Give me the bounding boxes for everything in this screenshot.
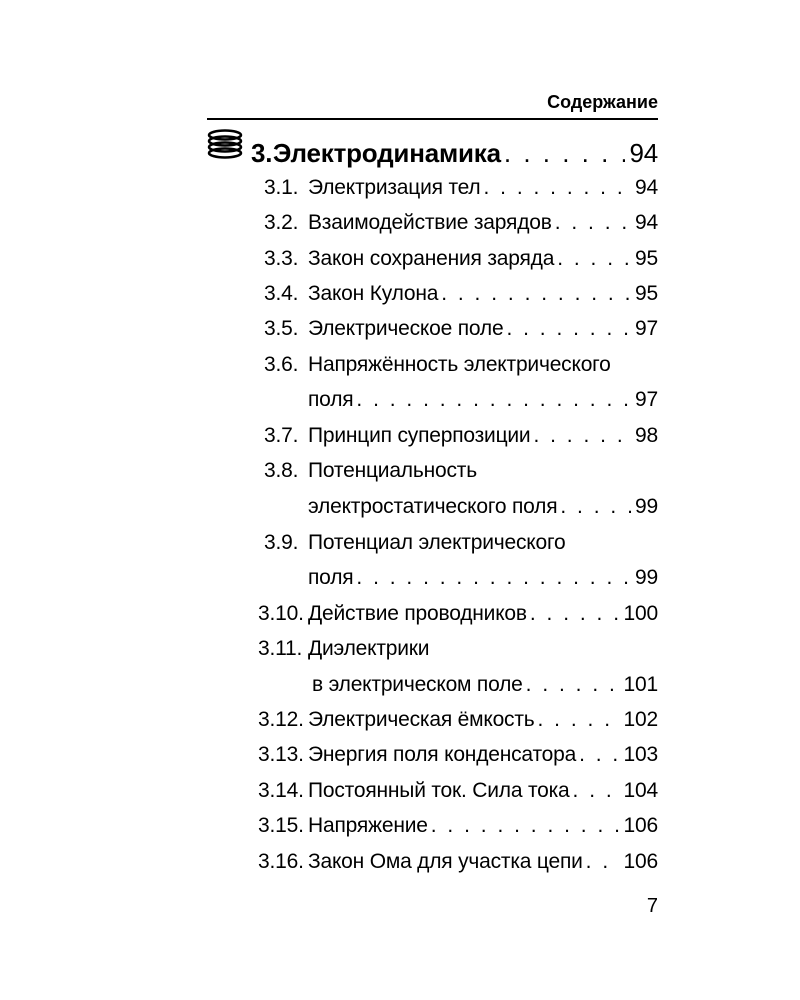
toc-entry[interactable] (258, 777, 658, 805)
page-number: 7 (646, 895, 658, 917)
entry-number: 3.16. (258, 850, 304, 873)
toc-entry[interactable] (264, 174, 658, 202)
dot-leader (526, 671, 620, 699)
header-rule (207, 118, 658, 120)
entry-number: 3.2. (264, 211, 299, 234)
toc-entry[interactable] (258, 635, 658, 663)
dot-leader (555, 209, 631, 237)
toc-entry[interactable] (264, 245, 658, 273)
entry-number: 3.11. (258, 637, 303, 660)
chapter-page: 94 (629, 138, 658, 168)
entry-number: 3.9. (264, 531, 299, 554)
entry-number: 3.4. (264, 282, 299, 305)
toc-entry[interactable] (258, 741, 658, 769)
entry-title: Потенциальность (308, 459, 477, 482)
toc-entry[interactable] (258, 812, 658, 840)
entry-number: 3.8. (264, 459, 299, 482)
entry-page: 102 (623, 708, 658, 731)
entry-number: 3.14. (258, 779, 304, 802)
toc-entry[interactable] (258, 706, 658, 734)
dot-leader (530, 600, 620, 628)
entry-number: 3.10. (258, 602, 304, 625)
entry-page: 94 (635, 211, 658, 234)
toc-entry[interactable] (264, 280, 658, 308)
chapter-title: Электродинамика (272, 138, 501, 168)
entry-page: 95 (635, 247, 658, 270)
entry-number: 3.3. (264, 247, 299, 270)
entry-page: 98 (635, 424, 658, 447)
stacked-rings-icon (206, 128, 244, 160)
entry-page: 104 (623, 779, 658, 802)
entry-title: Электрическое поле (308, 317, 504, 340)
entry-title: Взаимодействие зарядов (308, 211, 552, 234)
entry-title-continuation: поля (308, 388, 354, 411)
entry-title-continuation: электростатического поля (308, 495, 558, 518)
dot-leader (573, 777, 620, 805)
toc-entry[interactable] (264, 315, 658, 343)
entry-page: 99 (635, 495, 658, 518)
running-head: Содержание (547, 92, 658, 112)
toc-entry-continuation[interactable] (308, 564, 658, 592)
toc-entry[interactable] (264, 209, 658, 237)
entry-page: 106 (623, 814, 658, 837)
dot-leader (586, 848, 620, 876)
toc-entry-continuation[interactable] (308, 386, 658, 414)
toc-entry[interactable] (258, 600, 658, 628)
dot-leader (533, 422, 631, 450)
entry-page: 100 (623, 602, 658, 625)
toc-entry-continuation[interactable] (312, 671, 658, 699)
entry-page: 101 (623, 673, 658, 696)
entry-title: Принцип суперпозиции (308, 424, 531, 447)
entry-number: 3.12. (258, 708, 304, 731)
entry-page: 106 (623, 850, 658, 873)
entry-title: Действие проводников (308, 602, 527, 625)
entry-title: Потенциал электрического (308, 531, 566, 554)
dot-leader (441, 280, 631, 308)
dot-leader (356, 386, 631, 414)
dot-leader (506, 315, 631, 343)
dot-leader (504, 137, 626, 169)
dot-leader (560, 493, 631, 521)
chapter-number: 3. (251, 138, 273, 168)
dot-leader (431, 812, 620, 840)
entry-title: Энергия поля конденсатора (308, 743, 577, 766)
entry-title: Напряжение (308, 814, 428, 837)
dot-leader (557, 245, 631, 273)
entry-title: Закон Кулона (308, 282, 439, 305)
dot-leader (483, 174, 631, 202)
entry-number: 3.15. (258, 814, 304, 837)
entry-page: 103 (623, 743, 658, 766)
toc-entry[interactable] (264, 457, 658, 485)
toc-entry[interactable] (264, 422, 658, 450)
entry-number: 3.5. (264, 317, 299, 340)
entry-title: Закон сохранения заряда (308, 247, 555, 270)
entry-title: Электрическая ёмкость (308, 708, 535, 731)
entry-title: Диэлектрики (308, 637, 430, 660)
toc-entry-continuation[interactable] (308, 493, 658, 521)
entry-page: 97 (635, 388, 658, 411)
entry-title: Электризация тел (308, 176, 481, 199)
entry-title: Напряжённость электрического (308, 353, 611, 376)
entry-title: Закон Ома для участка цепи (308, 850, 583, 873)
toc-chapter-entry[interactable] (251, 137, 658, 169)
toc-entry[interactable] (264, 351, 658, 379)
entry-number: 3.7. (264, 424, 299, 447)
entry-title-continuation: в электрическом поле (312, 673, 523, 696)
entry-page: 94 (635, 176, 658, 199)
entry-number: 3.13. (258, 743, 304, 766)
dot-leader (356, 564, 631, 592)
entry-number: 3.6. (264, 353, 299, 376)
entry-page: 99 (635, 566, 658, 589)
entry-title-continuation: поля (308, 566, 354, 589)
dot-leader (538, 706, 620, 734)
toc-entry[interactable] (264, 529, 658, 557)
toc-entry[interactable] (258, 848, 658, 876)
entry-number: 3.1. (264, 176, 299, 199)
dot-leader (579, 741, 619, 769)
entry-page: 97 (635, 317, 658, 340)
entry-title: Постоянный ток. Сила тока (308, 779, 570, 802)
entry-page: 95 (635, 282, 658, 305)
